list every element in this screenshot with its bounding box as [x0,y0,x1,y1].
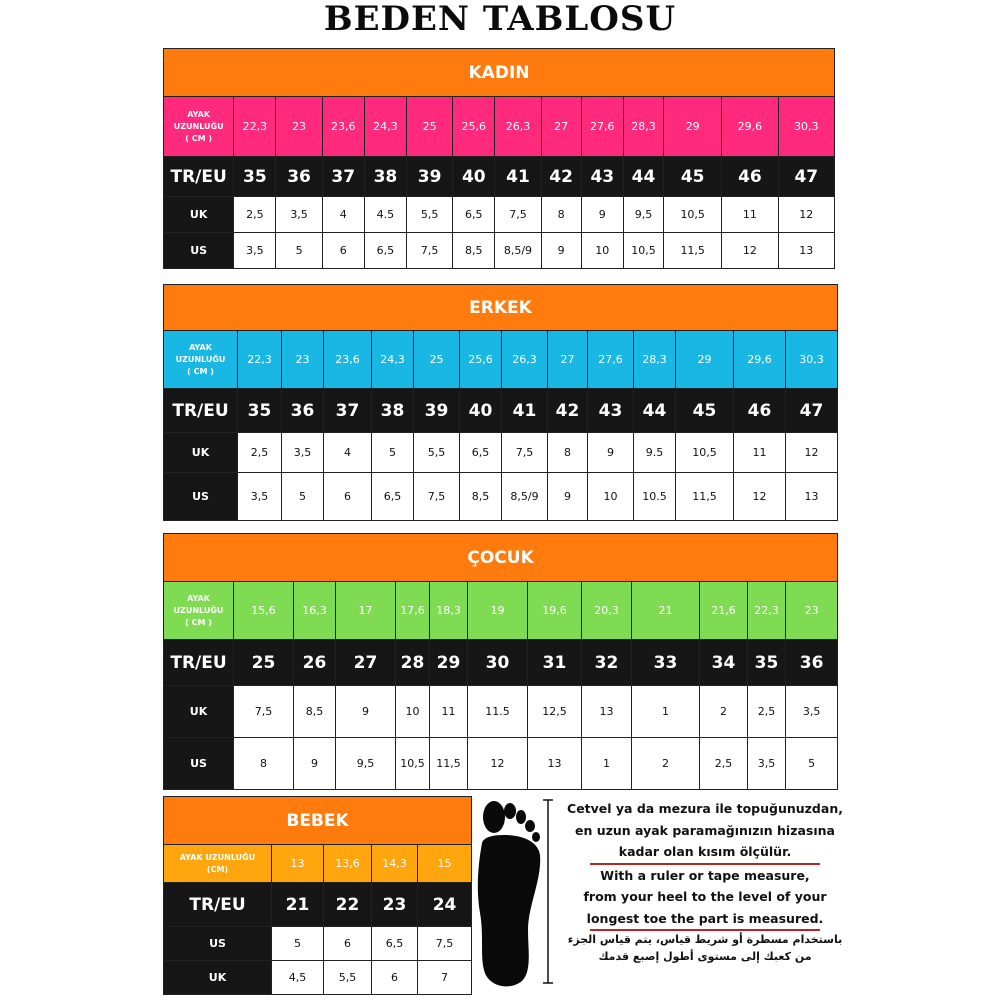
cocuk-uk-cell: 2,5 [748,686,786,738]
cocuk-us-cell: 9 [294,738,336,790]
uk-label: UK [164,961,272,995]
kadin-length-cell: 29,6 [722,97,778,157]
kadin-eu-cell: 43 [581,157,623,197]
erkek-eu-cell: 41 [502,389,548,433]
kadin-uk-cell: 9,5 [623,197,663,233]
cocuk-us-cell: 1 [582,738,632,790]
cocuk-uk-cell: 10 [396,686,430,738]
bebek-us-cell: 6 [324,927,372,961]
foot-length-label: AYAK UZUNLUĞU (CM) [164,845,272,883]
kadin-eu-cell: 42 [541,157,581,197]
kadin-length-cell: 30,3 [778,97,834,157]
bebek-eu-row [164,883,472,927]
bebek-length-cell: 13 [272,845,324,883]
kadin-size-table [163,48,835,269]
footprint-icon [470,795,560,995]
us-label: US [164,927,272,961]
erkek-uk-cell: 7,5 [502,433,548,473]
cocuk-eu-cell: 25 [234,640,294,686]
instruction-tr-1: Cetvel ya da mezura ile topuğunuzdan, [567,801,843,816]
cocuk-eu-cell: 29 [430,640,468,686]
kadin-length-cell: 28,3 [623,97,663,157]
erkek-length-cell: 30,3 [786,331,838,389]
erkek-eu-cell: 37 [324,389,372,433]
kadin-uk-cell: 8 [541,197,581,233]
cocuk-length-cell: 21,6 [700,582,748,640]
cocuk-uk-cell: 7,5 [234,686,294,738]
eu-label: TR/EU [164,883,272,927]
foot-length-label: AYAK UZUNLUĞU ( CM ) [164,582,234,640]
erkek-length-cell: 23 [282,331,324,389]
erkek-uk-row [164,433,838,473]
kadin-uk-cell: 6,5 [453,197,495,233]
bebek-eu-cell: 23 [372,883,418,927]
bebek-uk-cell: 6 [372,961,418,995]
erkek-eu-cell: 47 [786,389,838,433]
erkek-length-cell: 22,3 [238,331,282,389]
bebek-eu-cell: 24 [418,883,472,927]
erkek-length-cell: 27,6 [588,331,634,389]
eu-label: TR/EU [164,157,234,197]
kadin-length-cell: 27,6 [581,97,623,157]
cocuk-eu-cell: 36 [786,640,838,686]
kadin-us-cell: 10,5 [623,233,663,269]
erkek-uk-cell: 11 [734,433,786,473]
erkek-uk-cell: 8 [548,433,588,473]
bebek-length-cell: 15 [418,845,472,883]
kadin-eu-cell: 36 [276,157,322,197]
cocuk-us-cell: 11,5 [430,738,468,790]
cocuk-us-cell: 3,5 [748,738,786,790]
erkek-eu-cell: 44 [634,389,676,433]
us-label: US [164,738,234,790]
kadin-uk-cell: 7,5 [495,197,541,233]
bebek-us-cell: 7,5 [418,927,472,961]
kadin-length-cell: 25,6 [453,97,495,157]
erkek-length-cell: 23,6 [324,331,372,389]
kadin-us-cell: 7,5 [407,233,453,269]
erkek-eu-cell: 36 [282,389,324,433]
kadin-us-cell: 9 [541,233,581,269]
cocuk-uk-cell: 2 [700,686,748,738]
kadin-length-row [164,97,835,157]
erkek-length-cell: 26,3 [502,331,548,389]
kadin-eu-cell: 45 [664,157,722,197]
erkek-uk-cell: 9.5 [634,433,676,473]
kadin-uk-cell: 4.5 [364,197,406,233]
bebek-title: BEBEK [164,797,472,845]
kadin-us-cell: 8,5 [453,233,495,269]
erkek-eu-cell: 42 [548,389,588,433]
cocuk-us-cell: 2 [632,738,700,790]
kadin-length-cell: 27 [541,97,581,157]
instruction-ar-2: من كعبك إلى مستوى أطول إصبع قدمك [598,950,812,963]
erkek-title: ERKEK [164,285,838,331]
us-label: US [164,473,238,521]
bebek-length-row [164,845,472,883]
kadin-uk-cell: 3,5 [276,197,322,233]
cocuk-us-cell: 2,5 [700,738,748,790]
instruction-tr-2: en uzun ayak paramağınızın hizasına [575,822,835,838]
cocuk-uk-row [164,686,838,738]
kadin-us-cell: 3,5 [234,233,276,269]
erkek-length-row [164,331,838,389]
us-label: US [164,233,234,269]
kadin-us-cell: 6 [322,233,364,269]
cocuk-title: ÇOCUK [164,534,838,582]
cocuk-length-cell: 23 [786,582,838,640]
cocuk-eu-cell: 34 [700,640,748,686]
cocuk-uk-cell: 9 [336,686,396,738]
eu-label: TR/EU [164,389,238,433]
cocuk-length-cell: 17,6 [396,582,430,640]
cocuk-length-cell: 21 [632,582,700,640]
erkek-us-cell: 8,5 [460,473,502,521]
erkek-uk-cell: 6,5 [460,433,502,473]
bebek-uk-cell: 5,5 [324,961,372,995]
cocuk-length-cell: 16,3 [294,582,336,640]
kadin-uk-row [164,197,835,233]
erkek-uk-cell: 3,5 [282,433,324,473]
bebek-us-cell: 6,5 [372,927,418,961]
erkek-us-cell: 6 [324,473,372,521]
kadin-uk-cell: 5,5 [407,197,453,233]
cocuk-uk-cell: 1 [632,686,700,738]
kadin-us-row [164,233,835,269]
instruction-tr-3: kadar olan kısım ölçülür. [618,844,792,859]
cocuk-us-cell: 8 [234,738,294,790]
instruction-en-1: With a ruler or tape measure, [600,867,810,883]
erkek-eu-cell: 39 [414,389,460,433]
cocuk-length-cell: 17 [336,582,396,640]
kadin-length-cell: 26,3 [495,97,541,157]
cocuk-length-row [164,582,838,640]
erkek-length-cell: 25 [414,331,460,389]
cocuk-uk-cell: 3,5 [786,686,838,738]
cocuk-us-cell: 12 [468,738,528,790]
kadin-eu-cell: 35 [234,157,276,197]
erkek-us-cell: 11,5 [676,473,734,521]
erkek-uk-cell: 4 [324,433,372,473]
kadin-length-cell: 25 [407,97,453,157]
kadin-us-cell: 10 [581,233,623,269]
kadin-uk-cell: 10,5 [664,197,722,233]
kadin-length-cell: 23 [276,97,322,157]
cocuk-eu-cell: 26 [294,640,336,686]
cocuk-length-cell: 15,6 [234,582,294,640]
erkek-us-cell: 8,5/9 [502,473,548,521]
cocuk-uk-cell: 11 [430,686,468,738]
bebek-eu-cell: 22 [324,883,372,927]
cocuk-eu-cell: 33 [632,640,700,686]
kadin-us-cell: 13 [778,233,834,269]
erkek-uk-cell: 5 [372,433,414,473]
kadin-us-cell: 11,5 [664,233,722,269]
kadin-eu-cell: 37 [322,157,364,197]
erkek-us-cell: 10.5 [634,473,676,521]
cocuk-length-cell: 19,6 [528,582,582,640]
kadin-eu-row [164,157,835,197]
measurement-instructions [565,798,845,965]
cocuk-us-cell: 10,5 [396,738,430,790]
erkek-us-row [164,473,838,521]
erkek-length-cell: 25,6 [460,331,502,389]
cocuk-eu-cell: 28 [396,640,430,686]
erkek-length-cell: 27 [548,331,588,389]
erkek-length-cell: 24,3 [372,331,414,389]
kadin-uk-cell: 12 [778,197,834,233]
erkek-eu-cell: 40 [460,389,502,433]
kadin-us-cell: 5 [276,233,322,269]
kadin-eu-cell: 46 [722,157,778,197]
uk-label: UK [164,197,234,233]
erkek-uk-cell: 12 [786,433,838,473]
erkek-uk-cell: 10,5 [676,433,734,473]
erkek-uk-cell: 9 [588,433,634,473]
erkek-us-cell: 9 [548,473,588,521]
bebek-length-cell: 13,6 [324,845,372,883]
erkek-us-cell: 7,5 [414,473,460,521]
kadin-length-cell: 23,6 [322,97,364,157]
kadin-length-cell: 29 [664,97,722,157]
cocuk-uk-cell: 11.5 [468,686,528,738]
bebek-uk-cell: 4,5 [272,961,324,995]
cocuk-eu-cell: 31 [528,640,582,686]
erkek-length-cell: 29 [676,331,734,389]
cocuk-eu-cell: 27 [336,640,396,686]
cocuk-length-cell: 18,3 [430,582,468,640]
cocuk-eu-cell: 30 [468,640,528,686]
erkek-eu-cell: 46 [734,389,786,433]
erkek-uk-cell: 2,5 [238,433,282,473]
cocuk-eu-cell: 32 [582,640,632,686]
erkek-eu-row [164,389,838,433]
kadin-uk-cell: 11 [722,197,778,233]
erkek-length-cell: 29,6 [734,331,786,389]
kadin-title: KADIN [164,49,835,97]
kadin-eu-cell: 47 [778,157,834,197]
cocuk-us-cell: 9,5 [336,738,396,790]
instruction-ar-1: باستخدام مسطرة أو شريط قياس، يتم قياس الجزء [567,933,843,946]
kadin-eu-cell: 40 [453,157,495,197]
bebek-size-table [163,796,472,995]
uk-label: UK [164,433,238,473]
cocuk-length-cell: 20,3 [582,582,632,640]
erkek-eu-cell: 35 [238,389,282,433]
erkek-us-cell: 5 [282,473,324,521]
cocuk-uk-cell: 8,5 [294,686,336,738]
cocuk-us-cell: 13 [528,738,582,790]
kadin-us-cell: 12 [722,233,778,269]
eu-label: TR/EU [164,640,234,686]
cocuk-length-cell: 22,3 [748,582,786,640]
erkek-us-cell: 10 [588,473,634,521]
kadin-uk-cell: 9 [581,197,623,233]
bebek-uk-row [164,961,472,995]
footprint-illustration [470,795,560,995]
kadin-length-cell: 22,3 [234,97,276,157]
erkek-eu-cell: 38 [372,389,414,433]
erkek-us-cell: 12 [734,473,786,521]
kadin-eu-cell: 38 [364,157,406,197]
cocuk-us-cell: 5 [786,738,838,790]
bebek-length-cell: 14,3 [372,845,418,883]
bebek-uk-cell: 7 [418,961,472,995]
kadin-uk-cell: 2,5 [234,197,276,233]
cocuk-us-row [164,738,838,790]
cocuk-length-cell: 19 [468,582,528,640]
cocuk-uk-cell: 13 [582,686,632,738]
cocuk-uk-cell: 12,5 [528,686,582,738]
instruction-en-2: from your heel to the level of your [583,889,827,904]
cocuk-eu-row [164,640,838,686]
erkek-us-cell: 3,5 [238,473,282,521]
kadin-eu-cell: 44 [623,157,663,197]
erkek-us-cell: 13 [786,473,838,521]
kadin-us-cell: 6,5 [364,233,406,269]
erkek-uk-cell: 5,5 [414,433,460,473]
erkek-length-cell: 28,3 [634,331,676,389]
bebek-us-cell: 5 [272,927,324,961]
foot-length-label: AYAK UZUNLUĞU ( CM ) [164,97,234,157]
kadin-us-cell: 8,5/9 [495,233,541,269]
kadin-eu-cell: 39 [407,157,453,197]
cocuk-size-table [163,533,838,790]
erkek-eu-cell: 45 [676,389,734,433]
erkek-eu-cell: 43 [588,389,634,433]
erkek-us-cell: 6,5 [372,473,414,521]
kadin-eu-cell: 41 [495,157,541,197]
uk-label: UK [164,686,234,738]
cocuk-eu-cell: 35 [748,640,786,686]
kadin-uk-cell: 4 [322,197,364,233]
bebek-us-row [164,927,472,961]
page-title: BEDEN TABLOSU [323,0,677,39]
foot-length-label: AYAK UZUNLUĞU ( CM ) [164,331,238,389]
instruction-en-3: longest toe the part is measured. [586,910,824,926]
bebek-eu-cell: 21 [272,883,324,927]
kadin-length-cell: 24,3 [364,97,406,157]
erkek-size-table [163,284,838,521]
